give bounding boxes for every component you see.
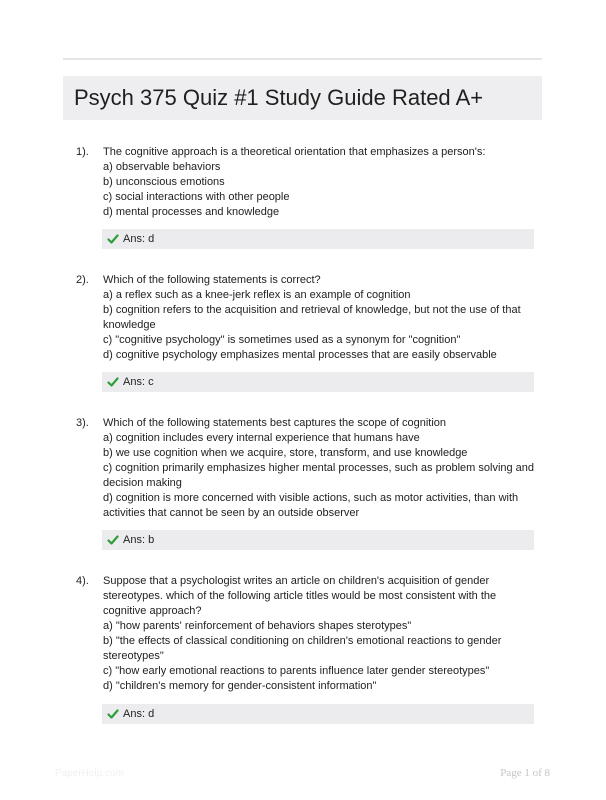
- document-title: Psych 375 Quiz #1 Study Guide Rated A+: [74, 85, 484, 110]
- option-d: d) "children's memory for gender-consistent information": [103, 680, 377, 692]
- question-text: [103, 273, 535, 363]
- question-number: 2).: [76, 274, 89, 286]
- title-banner: [63, 76, 542, 120]
- question-text: [103, 145, 535, 220]
- option-a: a) a reflex such as a knee-jerk reflex is an example of cognition: [103, 289, 411, 301]
- question-stem: Suppose that a psychologist writes an article on children's acquisition of gender stereotypes. which of the following article titles would be most consistent with the cognitive approach?: [103, 575, 497, 617]
- option-d: d) cognitive psychology emphasizes mental processes that are easily observable: [103, 349, 497, 361]
- question-number: 3).: [76, 417, 89, 429]
- page-number: Page 1 of 8: [500, 767, 550, 779]
- question-stem: Which of the following statements best captures the scope of cognition: [103, 417, 447, 429]
- answer-text: Ans: c: [123, 376, 154, 388]
- option-b: b) we use cognition when we acquire, store, transform, and use knowledge: [103, 447, 468, 459]
- answer-bar-4: [102, 704, 534, 724]
- option-a: a) "how parents' reinforcement of behaviors shapes sterotypes": [103, 620, 412, 632]
- option-c: c) "cognitive psychology" is sometimes used as a synonym for "cognition": [103, 334, 461, 346]
- checkmark-icon: [107, 376, 119, 388]
- question-text: [103, 416, 535, 521]
- answer-bar-2: [102, 372, 534, 392]
- option-b: b) cognition refers to the acquisition and retrieval of knowledge, but not the use of that knowledge: [103, 304, 521, 331]
- option-b: b) "the effects of classical conditioning on children's emotional reactions to gender stereotypes": [103, 635, 502, 662]
- question-text: [103, 574, 535, 694]
- question-number: 1).: [76, 146, 89, 158]
- footer-watermark: PaperHelp.com: [55, 768, 124, 779]
- option-b: b) unconscious emotions: [103, 176, 225, 188]
- answer-bar-1: [102, 229, 534, 249]
- option-c: c) "how early emotional reactions to parents influence later gender stereotypes": [103, 665, 490, 677]
- option-a: a) cognition includes every internal experience that humans have: [103, 432, 420, 444]
- answer-text: Ans: d: [123, 708, 155, 720]
- question-number: 4).: [76, 575, 89, 587]
- option-c: c) social interactions with other people: [103, 191, 290, 203]
- checkmark-icon: [107, 233, 119, 245]
- checkmark-icon: [107, 708, 119, 720]
- option-c: c) cognition primarily emphasizes higher mental processes, such as problem solving and decision making: [103, 462, 535, 489]
- top-divider: [63, 58, 542, 60]
- question-stem: The cognitive approach is a theoretical orientation that emphasizes a person's:: [103, 146, 486, 158]
- question-stem: Which of the following statements is correct?: [103, 274, 321, 286]
- checkmark-icon: [107, 534, 119, 546]
- answer-text: Ans: d: [123, 233, 155, 245]
- option-d: d) cognition is more concerned with visible actions, such as motor activities, than with activities that cannot be seen by an outside observer: [103, 492, 519, 519]
- option-d: d) mental processes and knowledge: [103, 206, 280, 218]
- option-a: a) observable behaviors: [103, 161, 221, 173]
- answer-bar-3: [102, 530, 534, 550]
- answer-text: Ans: b: [123, 534, 155, 546]
